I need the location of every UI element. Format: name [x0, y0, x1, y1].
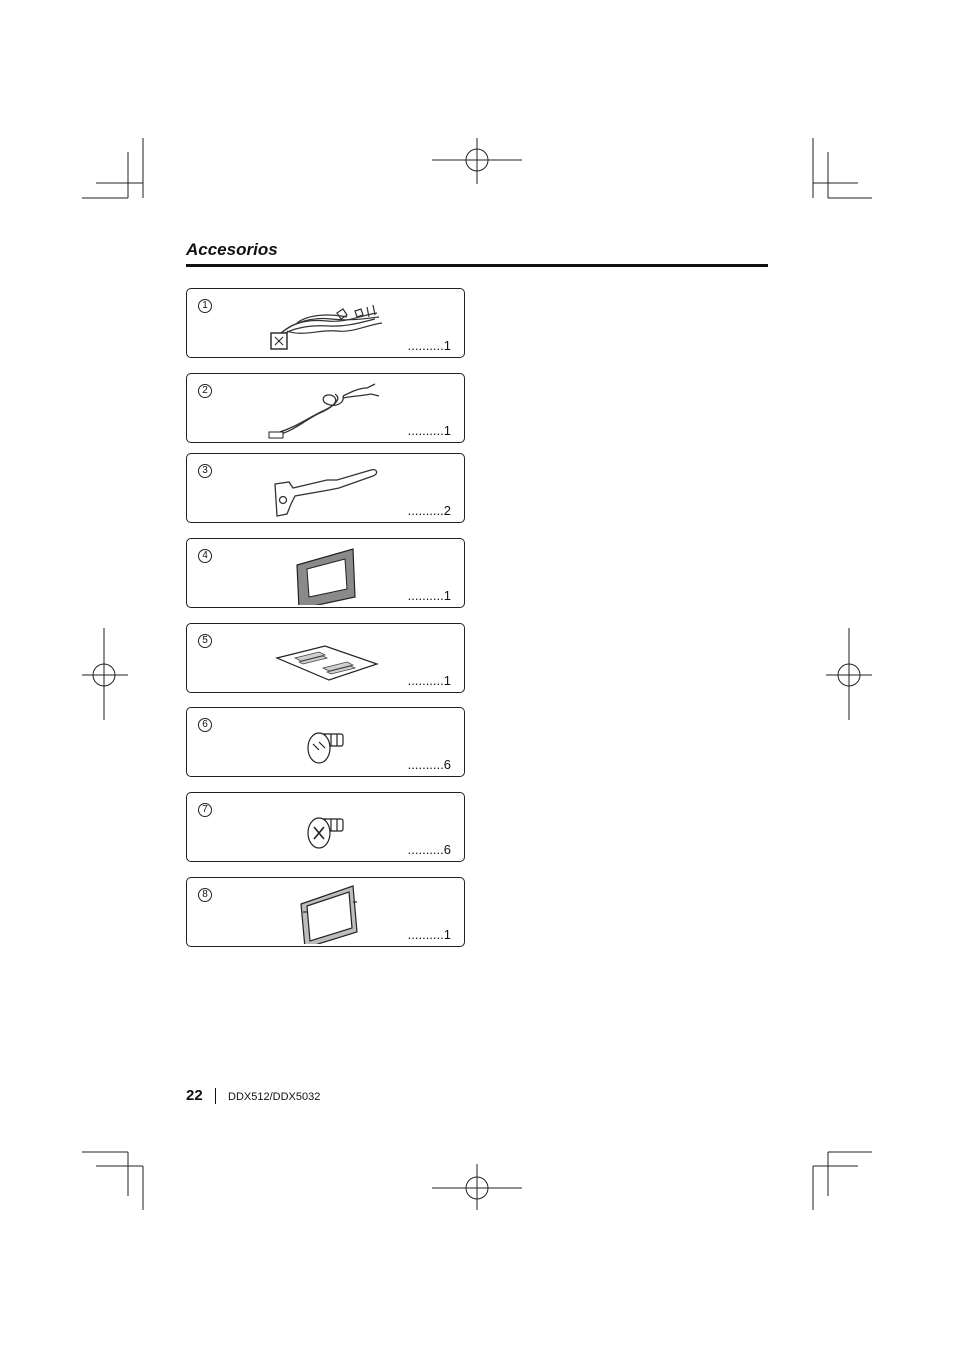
accessory-item-6	[186, 707, 465, 777]
item-quantity: ..........1	[407, 927, 451, 942]
item-number: 3	[198, 464, 212, 478]
item-quantity: ..........1	[407, 338, 451, 353]
accessory-item-4	[186, 538, 465, 608]
accessory-item-7	[186, 792, 465, 862]
cable-icon	[267, 378, 397, 440]
title-rule	[186, 264, 768, 267]
wiring-harness-icon	[267, 293, 397, 355]
phillips-screw-icon	[267, 797, 397, 859]
footer-separator	[215, 1088, 216, 1104]
item-quantity: ..........1	[407, 673, 451, 688]
item-number: 1	[198, 299, 212, 313]
section-title: Accesorios	[186, 240, 278, 259]
item-quantity: ..........1	[407, 423, 451, 438]
item-number: 5	[198, 634, 212, 648]
item-number: 8	[198, 888, 212, 902]
screw-icon	[267, 712, 397, 774]
item-number: 6	[198, 718, 212, 732]
adhesive-sheet-icon	[267, 628, 397, 690]
page-number: 22	[186, 1087, 203, 1104]
item-number: 7	[198, 803, 212, 817]
accessory-item-8	[186, 877, 465, 947]
accessory-item-3	[186, 453, 465, 523]
item-number: 4	[198, 549, 212, 563]
item-quantity: ..........6	[407, 757, 451, 772]
trim-plate-icon	[267, 882, 397, 944]
item-quantity: ..........6	[407, 842, 451, 857]
model-name: DDX512/DDX5032	[228, 1091, 321, 1103]
escutcheon-icon	[267, 543, 397, 605]
extraction-key-icon	[267, 458, 397, 520]
accessory-item-2	[186, 373, 465, 443]
accessory-item-1	[186, 288, 465, 358]
item-quantity: ..........2	[407, 503, 451, 518]
item-number: 2	[198, 384, 212, 398]
item-quantity: ..........1	[407, 588, 451, 603]
accessory-item-5	[186, 623, 465, 693]
